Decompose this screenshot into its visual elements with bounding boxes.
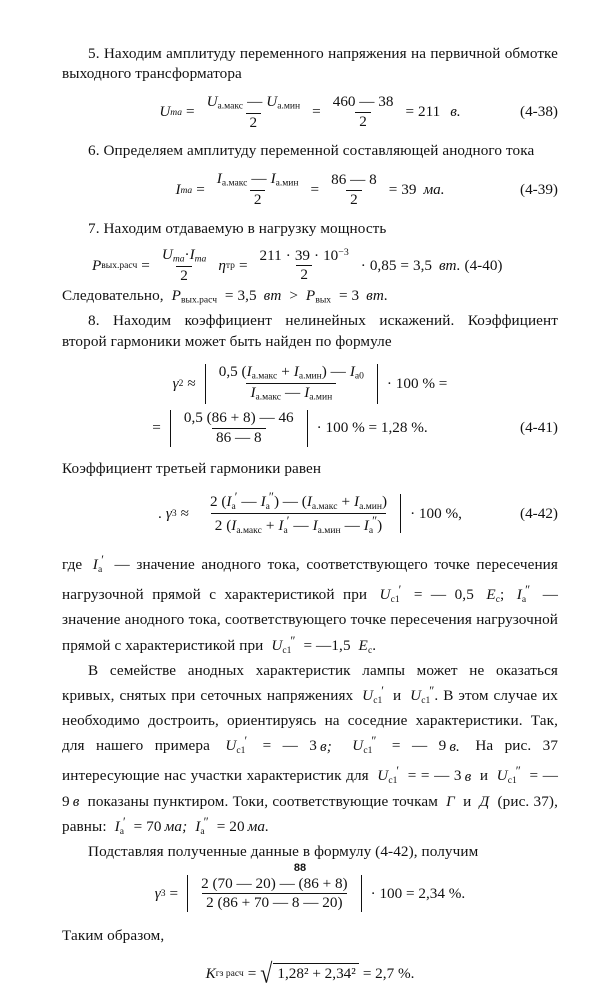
conclusion-eq1: = 3,5	[224, 287, 257, 305]
eq441-num-plus: +	[281, 363, 290, 381]
fam-point1: Г	[446, 792, 455, 810]
def-uc1-sub: с1	[390, 594, 400, 606]
conclusion-gt: >	[289, 287, 299, 305]
fam-val4: = — 9	[391, 737, 447, 755]
def-seg2: — значение анодного тока, соответствующего точке пересечения нагрузочной прямой с характеристикой при	[62, 556, 558, 604]
eq442-num-i3: I	[306, 493, 312, 511]
eq442-num-i1-sub: а	[231, 500, 236, 512]
item-6-paragraph: 6. Определяем амплитуду переменной составляющей анодного тока	[88, 142, 535, 160]
eq441-num-i1: I	[246, 363, 252, 381]
eq439-num-right-var: I	[270, 170, 276, 188]
eq442-den-plus: +	[265, 517, 275, 535]
fam-u6-sub: с1	[507, 775, 517, 787]
eqsub-num: 2 (70 — 20) — (86 + 8)	[201, 874, 348, 892]
def-seg4: — значение анодного тока, соответствующего точке пересечения нагрузочной прямой с характеристикой при	[62, 586, 559, 654]
eq440-num-dot: ·	[184, 246, 190, 264]
fam-u5-prime: ′	[396, 764, 400, 779]
eq442-fraction	[206, 491, 391, 536]
def-uc1-prime: ′	[398, 583, 402, 598]
eq440-num-i: I	[189, 246, 195, 264]
fam-val3: = — 3	[262, 737, 317, 755]
eq440-multiplier: 0,85	[369, 256, 397, 274]
equation-4-40-number: (4-40)	[464, 256, 503, 274]
def-seg3-end: ;	[499, 586, 505, 604]
fam-u4-prime: ″	[371, 734, 377, 749]
eq442-den-i4-prime: ″	[372, 514, 378, 529]
equation-4-38-number: (4-38)	[520, 103, 558, 121]
fam-u3-sub: с1	[236, 745, 246, 757]
def-ec-sub: с	[495, 594, 500, 606]
eq440-val-c: 10	[323, 246, 339, 264]
conclusion-power-paragraph	[62, 286, 558, 311]
eq442-den-i4-sub: а	[368, 524, 374, 536]
eq440-eta: η	[218, 256, 226, 274]
fam-unit6: в	[72, 792, 80, 810]
eq441-line2-num: 0,5 (86 + 8) — 46	[183, 409, 294, 427]
eqsub-fraction	[197, 876, 352, 912]
eq439-num-left-var: I	[216, 170, 222, 188]
eq438-den: 2	[246, 113, 262, 131]
def-ia-sub: а	[97, 564, 103, 576]
eq442-num-two: 2 (	[209, 493, 227, 511]
eq442-den-i1-sub: а.макс	[236, 524, 262, 536]
eqsub-den: 2 (86 + 70 — 8 — 20)	[202, 893, 346, 911]
eq438-value-den: 2	[355, 112, 371, 130]
conclusion-unit1: вт	[263, 287, 282, 305]
eq439-num-left-sub: а.макс	[221, 177, 248, 189]
eq442-num-i4: I	[354, 493, 360, 511]
family-characteristics-paragraph	[62, 661, 558, 842]
fam-unit4: в.	[449, 737, 460, 755]
eq438-fraction	[203, 94, 305, 131]
eq441-line2-fraction	[180, 410, 298, 446]
fam-i1-val: = 70	[133, 817, 162, 835]
eq442-den-i3-sub: а.мин	[317, 524, 341, 536]
fam-u6-prime: ″	[515, 764, 521, 779]
eq442-den-i1: I	[231, 517, 237, 535]
fam-i1: I	[114, 817, 120, 835]
eq442-num-mid: ) — (	[273, 493, 307, 511]
def-ia2-sub: а	[521, 594, 527, 606]
eq442-num-minus: —	[241, 493, 257, 511]
conclusion-p1-var: P	[171, 287, 181, 305]
fam-u3-prime: ′	[244, 734, 248, 749]
eq442-num-i1: I	[226, 493, 232, 511]
eq441-gamma: γ	[172, 374, 179, 392]
eq441-percent: · 100 % =	[386, 374, 448, 392]
fam-unit3: в;	[320, 737, 332, 755]
fam-u2-sub: с1	[421, 694, 431, 706]
item-5-paragraph: 5. Находим амплитуду переменного напряжения на первичной обмотке выходного трансформатора	[62, 45, 558, 83]
eq441-den-i2: I	[304, 384, 310, 402]
def-ec2-sub: с	[367, 644, 373, 656]
eq442-gamma: γ	[165, 504, 172, 522]
eqsub-abs-right	[361, 875, 362, 912]
def-seg5-end: .	[372, 636, 377, 654]
equation-4-41-line1	[62, 364, 558, 404]
conclusion-p2-var: P	[305, 287, 316, 305]
eq439-value-num: 86 — 8	[331, 171, 377, 189]
eq441-abs-right	[377, 364, 378, 404]
eqfin-result: = 2,7 %.	[362, 964, 415, 982]
eq442-den-i2: I	[278, 517, 284, 535]
eq439-lhs-var: I	[175, 181, 181, 199]
eq442-gamma-sub: 3	[171, 508, 177, 520]
eq441-gamma-sub: 2	[178, 378, 184, 390]
eq439-den: 2	[250, 190, 266, 208]
eq442-num-i1-prime: ′	[234, 490, 238, 505]
eqsub-gamma: γ	[154, 884, 161, 902]
eq439-value-den: 2	[346, 190, 362, 208]
eq442-abs-right	[400, 494, 401, 534]
conclusion-eq2: = 3	[338, 287, 360, 305]
eq440-num-u: U	[161, 246, 173, 264]
eq438-num-left-var: U	[206, 92, 218, 110]
fam-u4-sub: с1	[363, 745, 373, 757]
fam-and3: и	[463, 792, 472, 810]
eq441-approx: ≈	[187, 374, 196, 392]
eq442-den-minus1: —	[293, 517, 309, 535]
eq442-num-close: )	[382, 493, 388, 511]
eq440-result: 3,5	[412, 256, 432, 274]
fam-i2-prime: ″	[203, 814, 209, 829]
eq441-abs-left	[205, 364, 206, 404]
item-8-paragraph: 8. Находим коэффициент нелинейных искажений. Коэффициент второй гармоники может быть найден по формуле	[62, 312, 558, 350]
equation-4-41-line2	[62, 410, 558, 447]
fam-seg2: . В этом случае их необходимо достроить, ориентируясь на соседние характеристики. Так, для нашего примера	[62, 687, 558, 755]
def-ec: E	[486, 586, 496, 604]
equation-final-kgz	[62, 957, 558, 989]
eq438-lhs-sub: mа	[170, 106, 182, 118]
def-ia: I	[92, 556, 98, 574]
fam-u3: U	[225, 737, 237, 755]
eq438-value-num: 460 — 38	[332, 93, 394, 111]
equation-4-42-number: (4-42)	[520, 504, 558, 522]
conclusion-unit2: вт.	[366, 287, 388, 305]
def-seg3: = — 0,5	[413, 586, 474, 604]
eq441-line2-equals: =	[152, 419, 161, 437]
eq440-den: 2	[176, 266, 192, 284]
equation-4-42	[62, 491, 558, 536]
eq440-fraction	[158, 247, 210, 284]
def-ec2: E	[358, 636, 368, 654]
eq441-den-i2-sub: а.мин	[309, 391, 333, 403]
def-seg1: где	[62, 556, 83, 574]
eq442-den-i4: I	[363, 517, 369, 535]
eq440-val-c-exp: −3	[338, 246, 349, 258]
eq440-num-i-sub: mа	[194, 253, 207, 265]
eq438-num-minus: —	[247, 92, 263, 110]
eq441-den-minus: —	[285, 384, 301, 402]
eq441-num-coef: 0,5 (	[218, 363, 247, 381]
eq442-den-minus2: —	[344, 517, 360, 535]
eq442-num-plus: +	[341, 493, 351, 511]
conclusion-p2-sub: вых	[315, 295, 332, 307]
eq439-fraction	[213, 171, 303, 208]
eq438-unit: в.	[450, 103, 461, 121]
eq442-num-i2: I	[260, 493, 266, 511]
equation-4-40: P вых.расч = $\frac{U_{mа}\cdot I_{mа}}{2}$ η тр = $\frac{211 \cdot 39 \cdot 10^{-3}}{2}$ · 0,85 = 3,5 вт. (4-40)	[92, 246, 503, 285]
def-uc1b-prime: ″	[290, 633, 296, 648]
fam-val6: = — 9	[62, 767, 558, 810]
fam-u5: U	[377, 767, 389, 785]
equation-4-38: U mа = $\frac{U_{а.макс} — U_{а.мин}}{2}$ = $\frac{460 — 38}{2}$ = 211 в. (4-38)	[159, 92, 558, 131]
equation-substitution	[62, 875, 558, 912]
eq439-value-fraction	[327, 172, 381, 208]
fam-and2: и	[479, 767, 489, 785]
eq441-num-i1-sub: а.макс	[251, 370, 278, 382]
fam-i2-unit: ма.	[247, 817, 270, 835]
fam-u2-prime: ″	[429, 684, 435, 699]
fam-unit5: в	[464, 767, 472, 785]
eq439-num-right-sub: а.мин	[275, 177, 299, 189]
def-uc1b-sub: с1	[282, 644, 292, 656]
eq441-den-i1: I	[250, 384, 256, 402]
eq442-num-i4-sub: а.мин	[359, 500, 383, 512]
eqfin-k-sub: гз расч	[215, 968, 244, 980]
fam-seg4: показаны пунктиром. Токи, соответствующие точкам	[87, 792, 438, 810]
eq439-num-minus: —	[251, 170, 267, 188]
fam-u6: U	[496, 767, 508, 785]
eqsub-equals: =	[169, 884, 179, 902]
eqfin-equals: =	[247, 964, 257, 982]
definitions-paragraph	[62, 550, 558, 660]
eq440-unit: вт.	[438, 256, 461, 274]
eq442-den-i2-sub: а	[283, 524, 288, 536]
page-number: 88	[293, 862, 307, 874]
fam-i1-unit: ма;	[164, 817, 188, 835]
eq441-line2-tail: · 100 % = 1,28 %.	[316, 419, 428, 437]
conclusion-p1-sub: вых.расч	[181, 295, 217, 307]
fam-val5: = = — 3	[407, 767, 462, 785]
def-ia2: I	[516, 586, 522, 604]
eq441-num-i3-sub: а0	[354, 370, 364, 382]
def-uc1: U	[379, 586, 391, 604]
eqsub-abs-left	[187, 875, 188, 912]
eq438-value-fraction	[329, 94, 398, 130]
eq440-lhs-sub: вых.расч	[101, 260, 138, 272]
eq442-den-close: )	[377, 517, 383, 535]
eq440-value-fraction: $\frac{211 \cdot 39 \cdot 10^{-3}}{2}$	[259, 246, 349, 284]
thus-paragraph: Таким образом,	[62, 927, 165, 945]
eq442-approx: ≈	[180, 504, 189, 522]
fam-seg1: В семействе анодных характеристик лампы может не оказаться кривых, снятых при сеточных напряжениях	[62, 661, 558, 705]
def-ia2-prime: ″	[525, 583, 531, 598]
fam-i1-prime: ′	[123, 814, 126, 829]
fam-i2-val: = 20	[216, 817, 245, 835]
def-seg5: = —1,5	[303, 636, 351, 654]
eq441-line2-den: 86 — 8	[212, 428, 266, 446]
eqfin-radicand: 1,28² + 2,34²	[273, 963, 358, 985]
fam-u4: U	[352, 737, 364, 755]
equation-4-41-number: (4-41)	[520, 419, 558, 437]
eq441-line2-abs-left	[170, 410, 171, 447]
eq440-value-den: 2	[296, 265, 312, 283]
fam-i2: I	[195, 817, 201, 835]
fam-and: и	[392, 687, 402, 705]
fam-u1: U	[362, 687, 374, 705]
eq438-result: 211	[418, 103, 441, 121]
conclusion-prefix: Следовательно,	[62, 287, 164, 305]
fam-i2-sub: а	[200, 825, 205, 837]
eq441-num-i2-sub: а.мин	[298, 370, 322, 382]
eq442-num-i2-prime: ″	[268, 490, 274, 505]
fam-point2: Д	[479, 792, 490, 810]
equation-4-39-number: (4-39)	[520, 181, 558, 199]
eq439-result: 39	[401, 181, 417, 199]
third-harmonic-intro-paragraph: Коэффициент третьей гармоники равен	[62, 459, 322, 477]
eq440-val-b: 39	[294, 246, 310, 264]
eq441-den-i1-sub: а.макс	[255, 391, 282, 403]
eq440-eta-sub: тр	[225, 260, 235, 272]
eq442-percent: · 100 %,	[410, 504, 462, 522]
eq442-den-i2-prime: ′	[286, 514, 290, 529]
eq441-num-i3: I	[349, 363, 355, 381]
eq438-num-left-sub: а.макс	[217, 100, 244, 112]
substitution-intro-paragraph: Подставляя полученные данные в формулу (4-42), получим	[88, 842, 479, 860]
item-7-paragraph: 7. Находим отдаваемую в нагрузку мощность	[88, 219, 387, 237]
eq439-lhs-sub: mа	[180, 184, 193, 196]
eq438-num-right-var: U	[266, 92, 278, 110]
eq440-val-a: 211	[259, 246, 282, 264]
eq438-lhs-var: U	[159, 103, 171, 121]
fam-u2: U	[410, 687, 422, 705]
eq438-num-right-sub: а.мин	[277, 100, 301, 112]
eq440-lhs-var: P	[92, 256, 102, 274]
eq442-lead-dot: .	[158, 504, 162, 522]
eq441-fraction	[215, 364, 368, 403]
eqfin-k: K	[205, 964, 216, 982]
eqsub-tail: · 100 = 2,34 %.	[370, 884, 466, 902]
equation-4-39: I mа = $\frac{I_{а.макс} — I_{а.мин}}{2}$ = $\frac{86 — 8}{2}$ = 39 ма. (4-39)	[175, 170, 558, 209]
eq442-num-i2-sub: а	[265, 500, 270, 512]
eq441-line2-abs-right	[307, 410, 308, 447]
radical-icon: √	[260, 957, 273, 989]
eqfin-sqrt	[260, 957, 359, 989]
eq439-unit: ма.	[423, 181, 445, 199]
fam-seg5: (рис. 37), равны:	[62, 792, 558, 835]
eq440-num-u-sub: mа	[172, 253, 185, 265]
eq442-num-i3-sub: а.макс	[311, 500, 338, 512]
eq441-num-close: ) —	[321, 363, 346, 381]
fam-u1-sub: с1	[373, 694, 383, 706]
fam-i1-sub: а	[119, 825, 124, 837]
eq441-num-i2: I	[293, 363, 299, 381]
def-ia-prime: ′	[101, 553, 104, 568]
eqsub-gamma-sub: 3	[160, 888, 166, 900]
fam-seg3: На рис. 37 интересующие нас участки характеристик для	[62, 737, 559, 785]
fam-u5-sub: с1	[388, 775, 398, 787]
eq442-den-i3: I	[312, 517, 318, 535]
fam-u1-prime: ′	[381, 684, 385, 699]
def-uc1b: U	[271, 636, 283, 654]
eq442-den-two: 2 (	[214, 517, 232, 535]
